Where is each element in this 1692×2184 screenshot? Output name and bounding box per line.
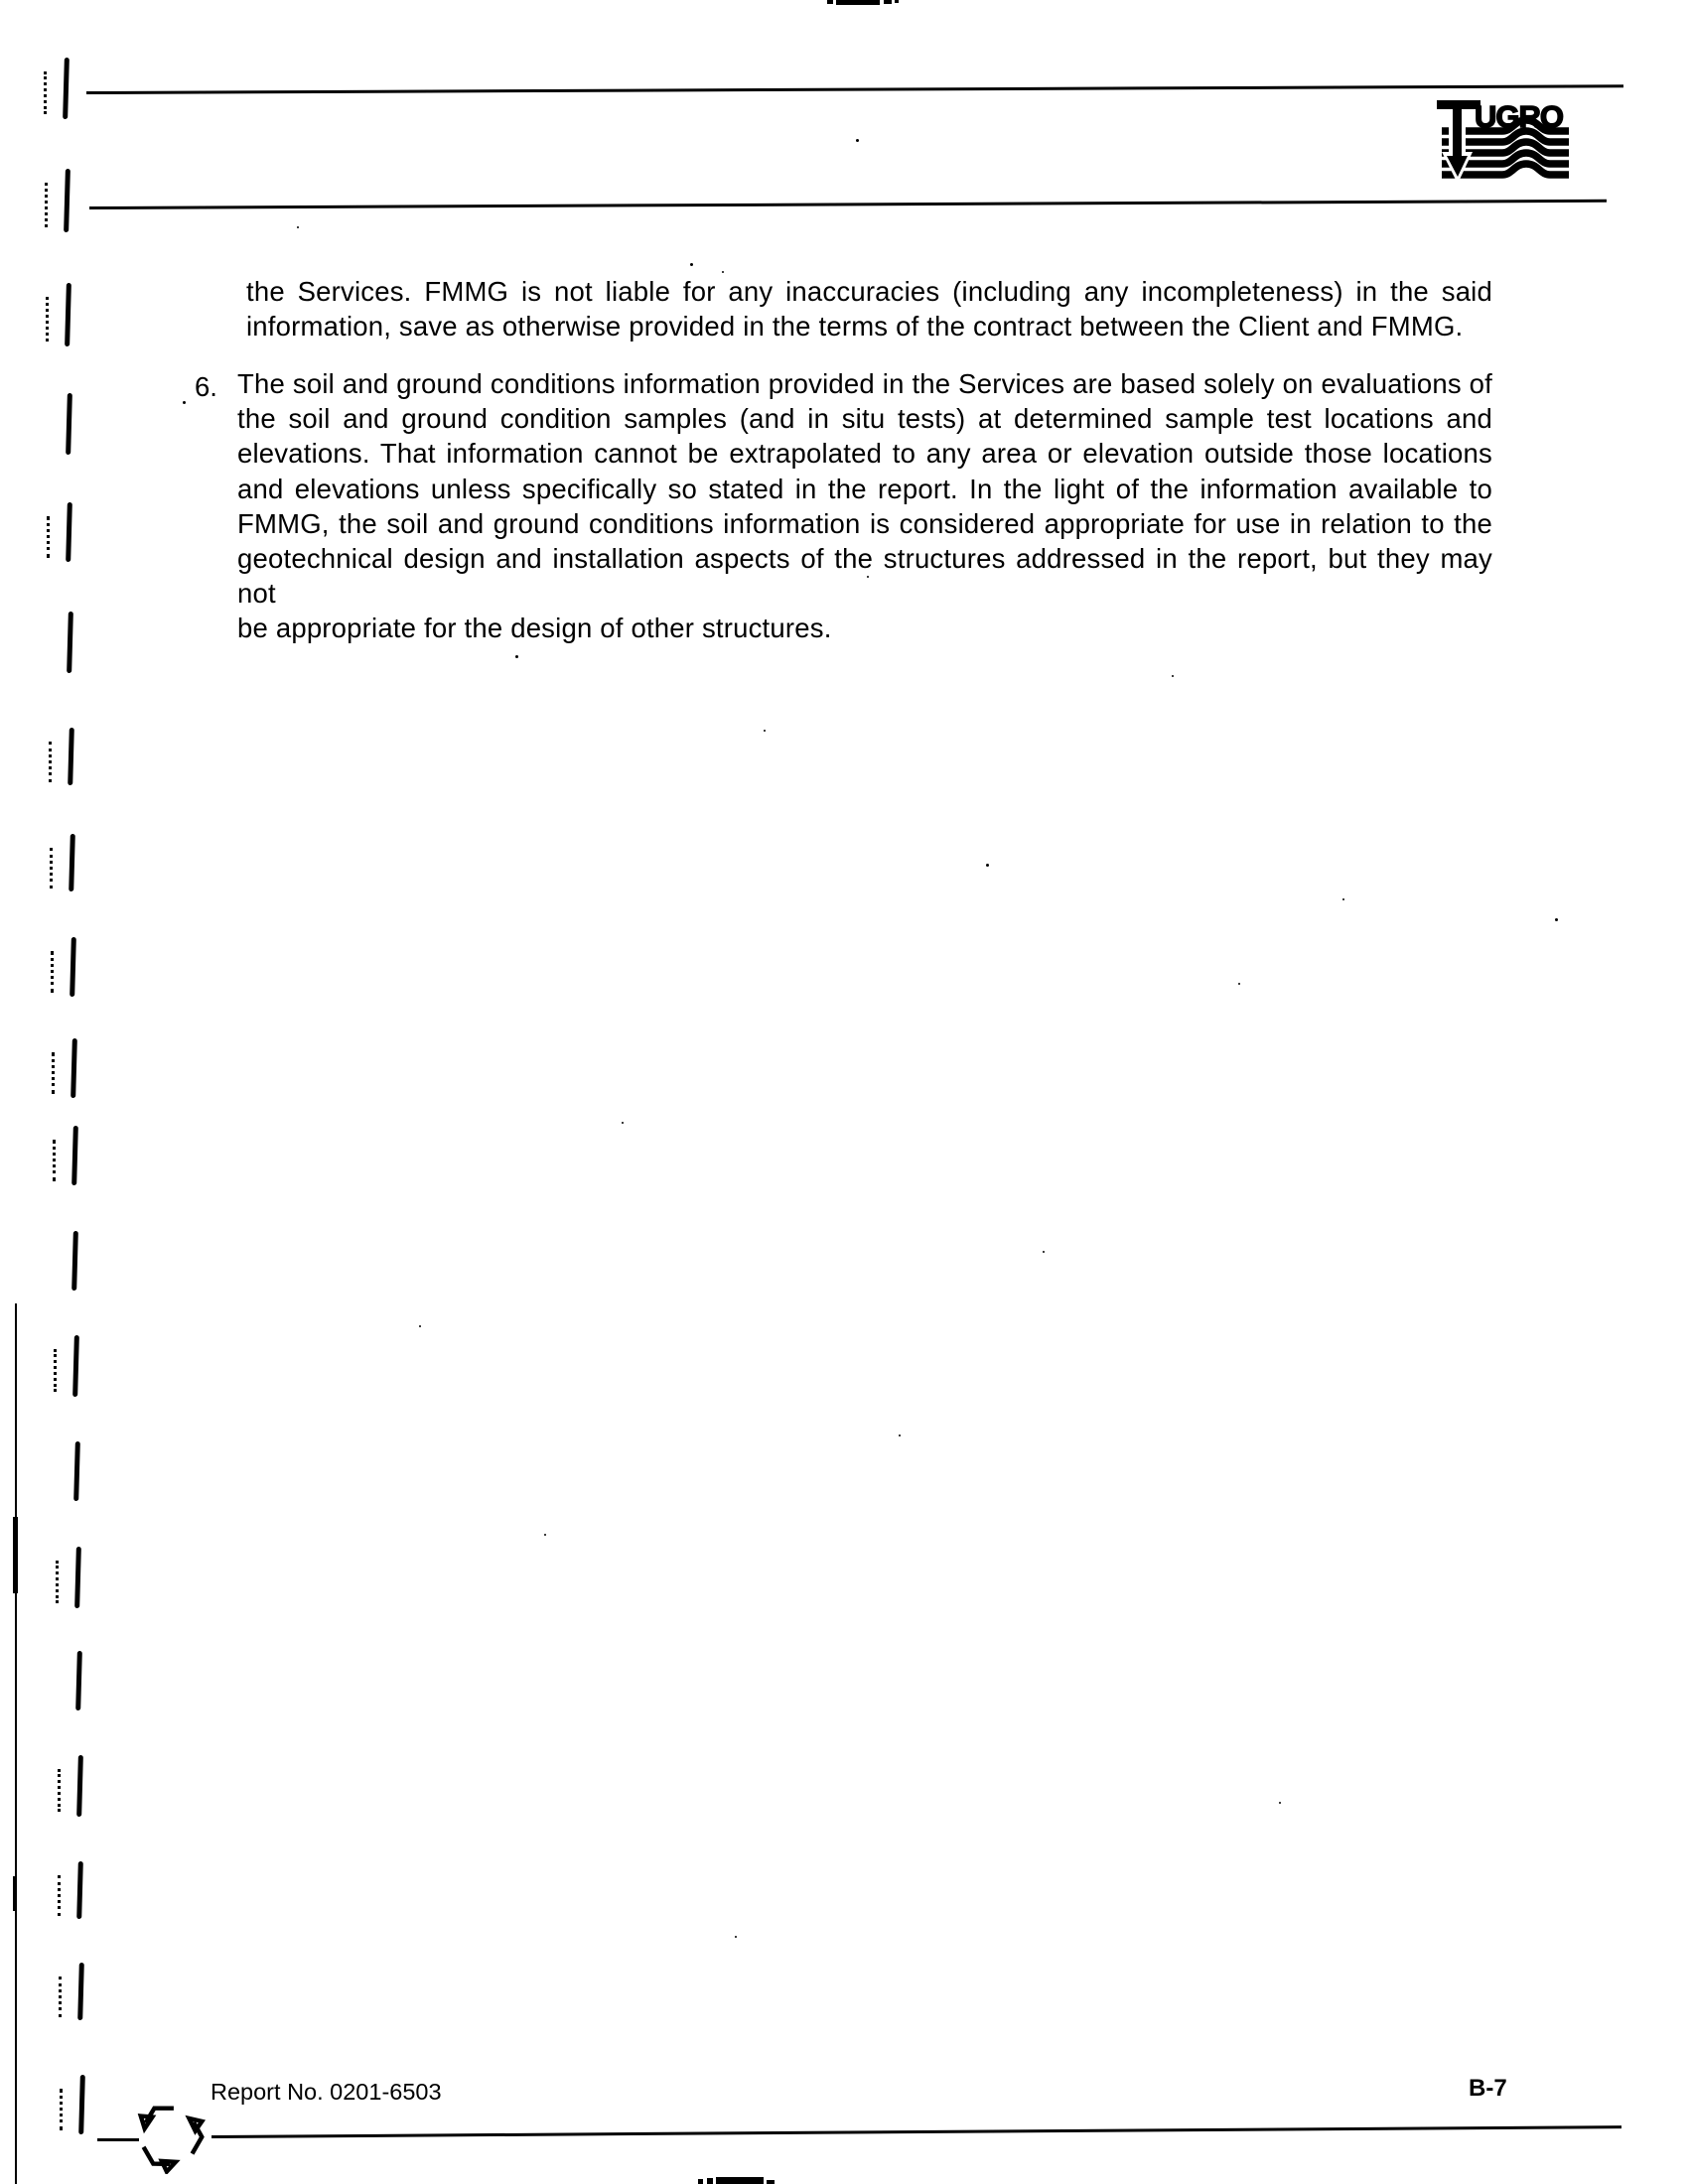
binding-mark-dots xyxy=(54,1349,57,1392)
binding-mark-dots xyxy=(50,848,53,888)
recycle-icon xyxy=(131,2097,209,2174)
binding-mark xyxy=(77,1861,84,1919)
binding-mark-dots xyxy=(44,71,47,114)
text-line: the soil and ground condition samples (and in situ tests) at determined sample test locations and xyxy=(237,403,1492,435)
noise-speck xyxy=(986,864,989,867)
footer-rule xyxy=(212,2125,1622,2138)
noise-speck xyxy=(722,271,724,273)
list-item-6-number: 6. xyxy=(195,371,217,402)
noise-speck xyxy=(1279,1802,1281,1804)
text-line: be appropriate for the design of other structures. xyxy=(237,613,832,644)
binding-mark-dots xyxy=(51,951,54,993)
binding-mark-dots xyxy=(58,1875,61,1916)
noise-speck xyxy=(735,1936,737,1938)
text-line: and elevations unless specifically so stated in the report. In the light of the information available to xyxy=(237,473,1492,504)
text-line: FMMG, the soil and ground conditions information is considered appropriate for use in relation to the xyxy=(237,507,1492,539)
binding-mark xyxy=(77,1963,84,2020)
left-edge-scan-line-thick xyxy=(13,1517,18,1593)
binding-mark-dots xyxy=(49,742,52,782)
binding-mark xyxy=(69,834,75,891)
noise-speck xyxy=(899,1434,901,1436)
binding-mark xyxy=(74,1547,81,1608)
text-line: information, save as otherwise provided in the terms of the contract between the Client and FMMG. xyxy=(246,311,1464,342)
noise-speck xyxy=(1043,1251,1045,1253)
noise-speck xyxy=(1555,918,1558,921)
text-line: The soil and ground conditions information provided in the Services are based solely on evaluations of xyxy=(237,368,1492,399)
noise-speck xyxy=(515,655,518,658)
noise-speck xyxy=(1342,898,1344,900)
list-item-6-text xyxy=(237,366,1492,646)
top-edge-mark xyxy=(884,0,892,4)
binding-mark xyxy=(63,58,70,119)
left-edge-scan-line xyxy=(15,1303,17,2184)
left-edge-scan-line-thick xyxy=(13,1876,17,1911)
binding-mark-dots xyxy=(45,183,48,227)
binding-mark xyxy=(70,1038,77,1098)
fugro-logo xyxy=(1433,92,1574,188)
bottom-edge-mark xyxy=(716,2177,764,2184)
top-edge-mark xyxy=(827,0,833,4)
noise-speck xyxy=(867,576,869,578)
binding-mark xyxy=(72,1335,79,1397)
bottom-edge-mark xyxy=(698,2179,703,2184)
noise-speck xyxy=(1172,675,1174,677)
binding-mark xyxy=(68,728,74,785)
binding-mark-dots xyxy=(46,297,49,341)
binding-mark-dots xyxy=(60,2089,63,2130)
binding-mark-dots xyxy=(53,1140,56,1181)
logo-pile-stem xyxy=(1453,100,1462,158)
noise-speck xyxy=(183,401,186,404)
bottom-edge-mark xyxy=(767,2180,775,2184)
noise-speck xyxy=(764,730,766,732)
top-edge-mark xyxy=(836,0,880,5)
binding-mark xyxy=(76,1755,83,1817)
noise-speck xyxy=(690,263,693,266)
text-line: the Services. FMMG is not liable for any inaccuracies (including any incompleteness) in the said xyxy=(246,276,1492,307)
binding-mark xyxy=(72,1231,79,1291)
text-line: elevations. That information cannot be extrapolated to any area or elevation outside those locations xyxy=(237,438,1492,470)
fugro-logo-graphic xyxy=(1433,92,1574,188)
noise-speck xyxy=(622,1122,624,1124)
binding-mark-dots xyxy=(47,516,50,558)
binding-mark xyxy=(67,502,73,562)
binding-mark xyxy=(78,2075,85,2134)
noise-speck xyxy=(1238,983,1240,985)
page-number: B-7 xyxy=(1469,2075,1507,2102)
paragraph-services xyxy=(246,274,1492,343)
binding-mark-dots xyxy=(58,1769,61,1812)
text-line: geotechnical design and installation aspects of the structures addressed in the report, but they may not xyxy=(237,543,1492,610)
binding-mark-dots xyxy=(56,1561,59,1603)
binding-mark xyxy=(73,1441,80,1501)
binding-mark xyxy=(75,1651,82,1710)
fugro-logo-text: UGRO xyxy=(1475,99,1563,134)
binding-mark xyxy=(71,1126,78,1185)
binding-mark xyxy=(65,283,71,346)
binding-mark xyxy=(66,393,72,455)
binding-mark-dots xyxy=(59,1977,62,2017)
header-rule-bottom xyxy=(89,200,1607,209)
noise-speck xyxy=(419,1325,421,1327)
header-rule-top xyxy=(86,84,1623,94)
top-edge-mark xyxy=(895,0,899,3)
report-number: Report No. 0201-6503 xyxy=(211,2079,442,2105)
binding-mark xyxy=(64,169,70,232)
bottom-edge-mark xyxy=(707,2178,713,2184)
binding-mark xyxy=(67,612,73,673)
binding-mark xyxy=(70,937,76,997)
binding-mark-dots xyxy=(52,1052,55,1094)
noise-speck xyxy=(544,1534,546,1536)
noise-speck xyxy=(856,139,859,142)
noise-speck xyxy=(297,226,299,228)
